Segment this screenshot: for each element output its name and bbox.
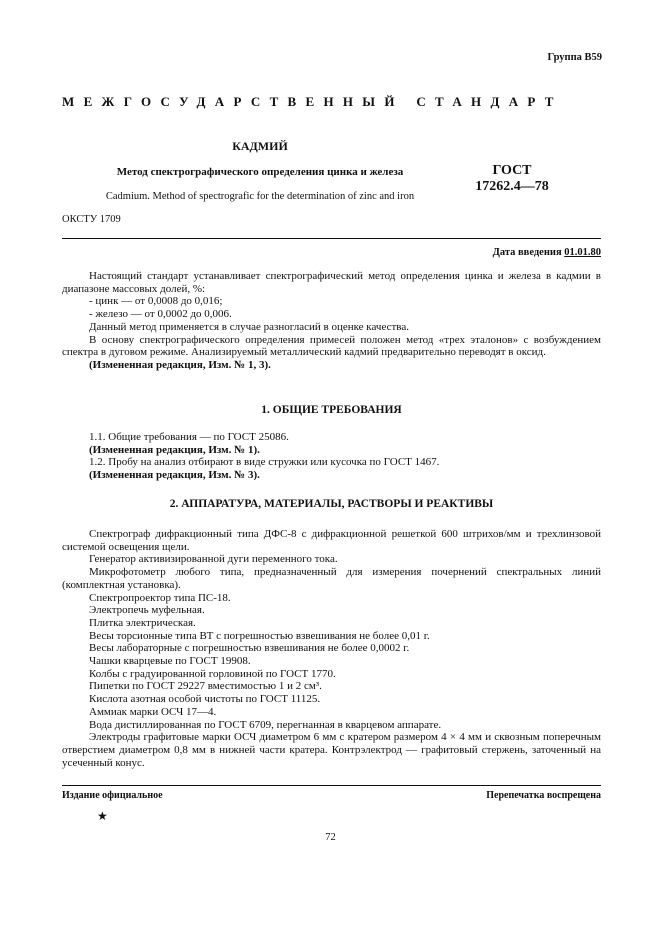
revision-note: (Измененная редакция, Изм. № 1). — [89, 443, 260, 456]
page-number: 72 — [325, 832, 336, 843]
clause: 1.1. Общие требования — по ГОСТ 25086. — [89, 431, 289, 443]
intro-paragraph: Настоящий стандарт устанавливает спектрографический метод определения цинка и железа в кадмии в диапазоне массовых долей, %: — [62, 270, 601, 295]
intro-date — [493, 247, 601, 260]
equipment-item: Пипетки по ГОСТ 29227 вместимостью 1 и 2 см³. — [89, 680, 322, 693]
section-heading: 2. АППАРАТУРА, МАТЕРИАЛЫ, РАСТВОРЫ И РЕАКТИВЫ — [169, 498, 494, 510]
revision-note: (Измененная редакция, Изм. № 3). — [89, 469, 260, 482]
okstu-code: ОКСТУ 1709 — [62, 214, 121, 225]
star-icon: ★ — [97, 809, 108, 823]
section-1-body — [62, 431, 601, 482]
intro-paragraph: В основу спектрографического определения примесей положен метод «трех эталонов» с возбуждением спектра в дуговом режиме. Анализируемый металлический кадмий предварительно переводят в оксид. — [62, 333, 601, 359]
intro-date-label: Дата введения — [492, 247, 562, 258]
intro-date-value: 01.01.80 — [564, 247, 601, 258]
equipment-item: Спектрограф дифракционный типа ДФС-8 с дифракционной решеткой 600 штрихов/мм и трехлинзовой системой освещения щели. — [62, 528, 601, 553]
document-subtitle: Метод спектрографического определения цинка и железа — [116, 166, 404, 178]
clause: 1.2. Пробу на анализ отбирают в виде стружки или кусочка по ГОСТ 1467. — [89, 456, 440, 469]
range-zinc: - цинк — от 0,0008 до 0,016; — [89, 295, 223, 308]
equipment-item: Плитка электрическая. — [89, 616, 196, 629]
equipment-item: Кислота азотная особой чистоты по ГОСТ 11125. — [89, 693, 321, 706]
gost-code: 17262.4—78 — [475, 179, 549, 194]
equipment-item: Вода дистиллированная по ГОСТ 6709, перегнанная в кварцевом аппарате. — [89, 718, 442, 731]
section-heading: 1. ОБЩИЕ ТРЕБОВАНИЯ — [261, 404, 402, 416]
group-label: Группа В59 — [547, 52, 602, 63]
equipment-item: Микрофотометр любого типа, предназначенный для измерения почернений спектральных линий (комплектная установка). — [62, 566, 601, 591]
equipment-item: Генератор активизированной дуги переменного тока. — [89, 553, 338, 566]
equipment-item: Весы торсионные типа ВТ с погрешностью взвешивания не более 0,01 г. — [89, 629, 430, 642]
equipment-item: Спектропроектор типа ПС-18. — [89, 591, 231, 604]
edition-label: Издание официальное — [62, 790, 163, 801]
range-iron: - железо — от 0,0002 до 0,006. — [89, 308, 232, 321]
section-2-body — [62, 528, 601, 769]
gost-number — [462, 163, 562, 195]
equipment-item: Чашки кварцевые по ГОСТ 19908. — [89, 655, 251, 668]
intro-section — [62, 270, 601, 372]
gost-label: ГОСТ — [492, 163, 532, 178]
header-divider — [62, 238, 601, 239]
equipment-item: Колбы с градуированной горловиной по ГОСТ 1770. — [89, 667, 336, 680]
document-title: КАДМИЙ — [232, 139, 288, 153]
standard-type-banner: МЕЖГОСУДАРСТВЕННЫЙ СТАНДАРТ — [62, 94, 563, 109]
equipment-item: Весы лабораторные с погрешностью взвешивания не более 0,0002 г. — [89, 642, 410, 655]
revision-note: (Измененная редакция, Изм. № 1, 3). — [89, 358, 271, 371]
equipment-item: Электроды графитовые марки ОСЧ диаметром 6 мм с кратером размером 4 × 4 мм и сквозным поперечным отверстием диаметром 0,8 мм в нижней части кратера. Контрэлектрод — графитовый стержень, заточенный на усеченный конус. — [62, 731, 601, 769]
intro-paragraph: Данный метод применяется в случае разногласий в оценке качества. — [89, 320, 409, 333]
document-title-english: Cadmium. Method of spectrografic for the determination of zinc and iron — [105, 191, 415, 202]
footer-divider — [62, 785, 601, 786]
equipment-item: Аммиак марки ОСЧ 17—4. — [89, 705, 217, 718]
reprint-notice: Перепечатка воспрещена — [486, 790, 601, 801]
equipment-item: Электропечь муфельная. — [89, 604, 205, 617]
